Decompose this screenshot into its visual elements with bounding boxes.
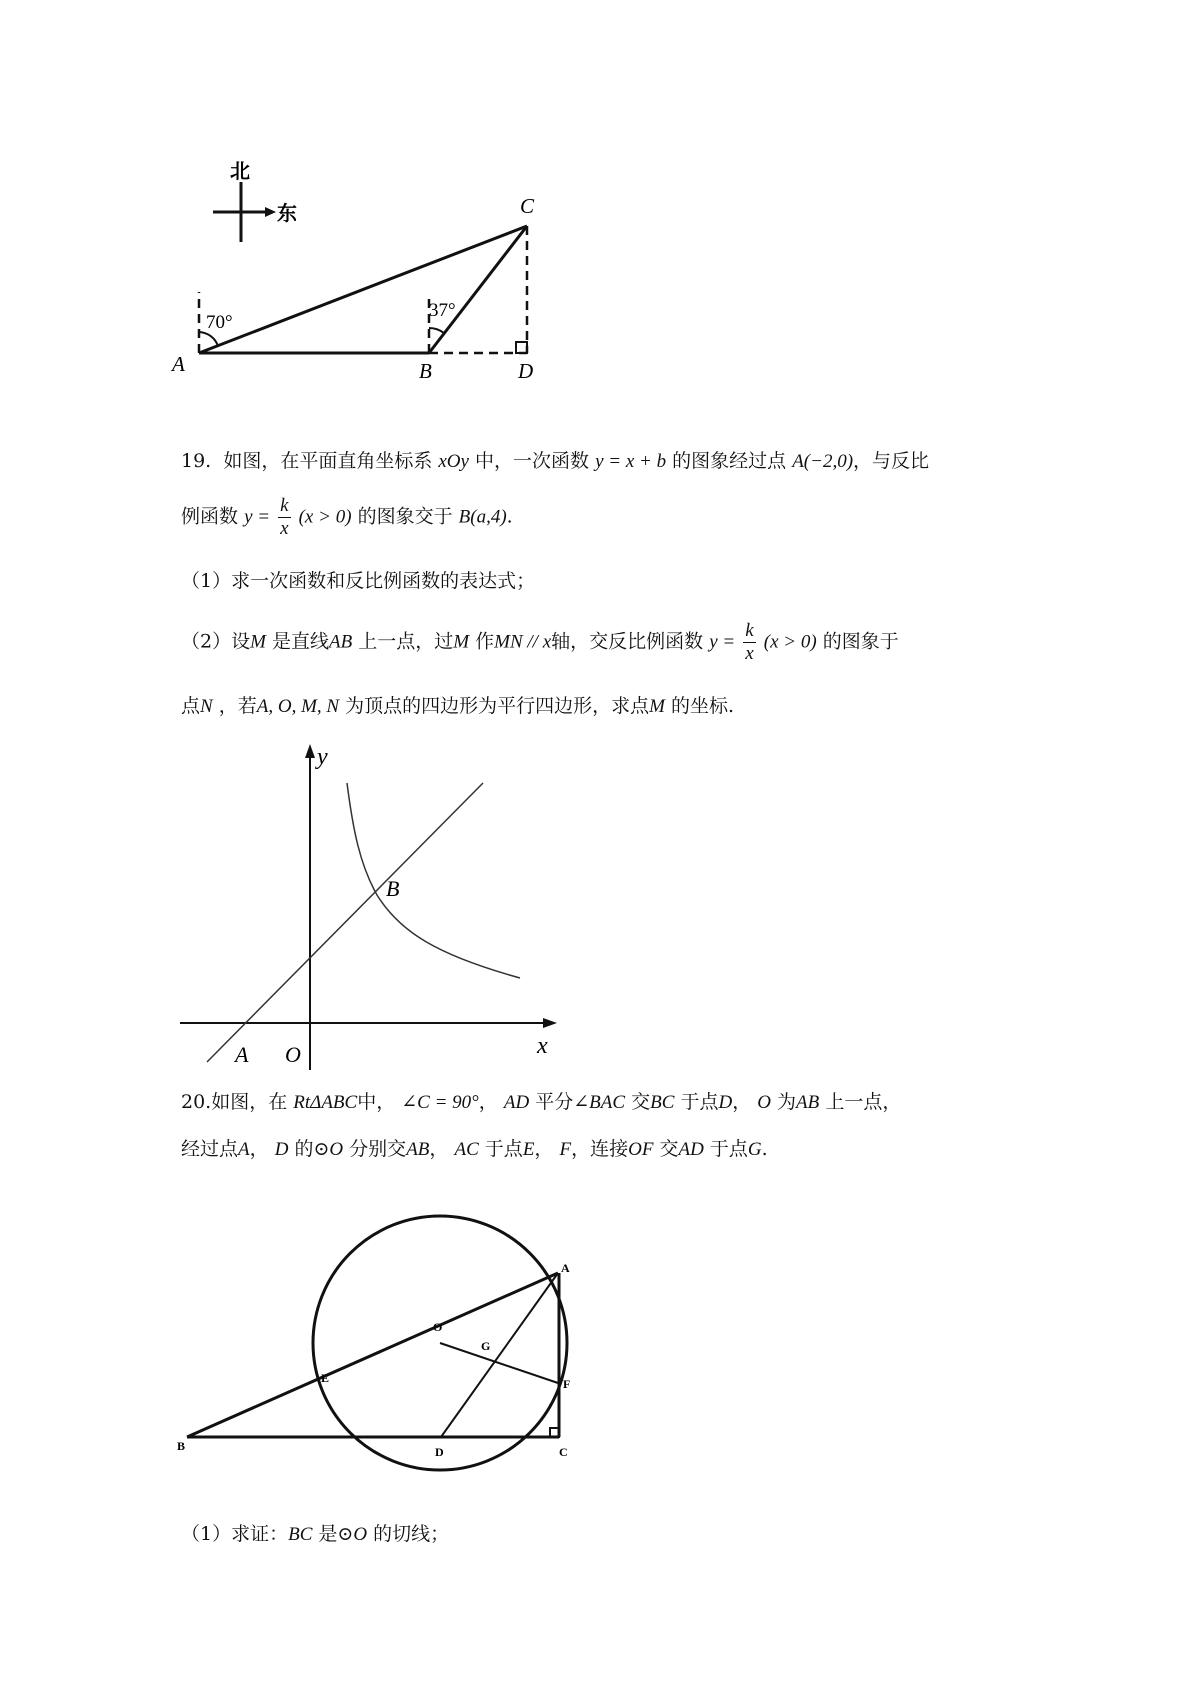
origin-label: O [285, 1042, 301, 1067]
point-b-label: B [177, 1439, 186, 1453]
bearing-diagram [170, 160, 570, 410]
point-c-label: C [520, 194, 535, 218]
point-b-label: B [386, 876, 400, 901]
right-angle-mark [516, 342, 527, 353]
q20-triangle: RtΔABC [293, 1092, 358, 1113]
angle-arc-b [429, 328, 444, 333]
q19-line2: 例函数 y = $\frac{k}{x}$ (x > 0) 的图象交于 B(a,4). [181, 495, 513, 539]
point-g-label: G [481, 1339, 491, 1353]
point-c-label: C [559, 1445, 568, 1459]
q20-number: 20. [181, 1091, 212, 1113]
q19-domain: (x > 0) [298, 506, 352, 528]
y-axis-arrow-icon [305, 744, 315, 758]
point-a-label: A [235, 1042, 249, 1067]
segment-of [440, 1343, 558, 1383]
y-axis-label: y [317, 744, 328, 770]
point-a-label: A [172, 352, 185, 376]
q19-linear-equation: y = x + b [595, 451, 667, 472]
q19-point-a: A(−2,0) [792, 451, 854, 472]
q19-line1: 19. 如图，在平面直角坐标系 xOy 中，一次函数 y = x + b 的图象经过点 A(−2,0)，与反比 [181, 450, 930, 472]
x-axis-label: x [537, 1033, 548, 1059]
angle-a-label: 70° [206, 312, 233, 333]
compass-arrow-icon [265, 207, 276, 217]
point-e-label: E [321, 1371, 330, 1385]
q19-number: 19. [181, 450, 212, 472]
q19-point-b: B(a,4) [458, 506, 507, 528]
circle-tangent-diagram [175, 1180, 595, 1480]
point-o-label: O [433, 1320, 443, 1334]
q20-line1: 20.如图，在 RtΔABC中， ∠C = 90°， AD 平分∠BAC 交BC 于点D， O 为AB 上一点， [181, 1091, 902, 1113]
angle-b-label: 37° [429, 300, 456, 321]
q20-line2: 经过点A， D 的⊙O 分别交AB， AC 于点E， F，连接OF 交AD 于点G. [181, 1138, 768, 1160]
compass-north-label: 北 [230, 161, 250, 183]
angle-arc-a [199, 332, 218, 346]
q19-fraction: $\frac{k}{x}$ [280, 495, 289, 539]
q19-part2-line1: （2）设M 是直线AB 上一点，过M 作MN // x轴，交反比例函数 y = $\frac{k}{x}$ (x > 0) 的图象于 [181, 620, 899, 664]
point-d-label: D [518, 359, 534, 383]
q19-part2-fraction: $\frac{k}{x}$ [745, 620, 754, 664]
coordinate-graph [175, 740, 565, 1080]
inverse-function-curve [347, 783, 520, 978]
point-d-label: D [435, 1445, 444, 1459]
q19-part1: （1）求一次函数和反比例函数的表达式； [181, 570, 536, 592]
point-a-label: A [561, 1261, 570, 1275]
linear-function-line [207, 783, 483, 1062]
q19-coord-system: xOy [438, 451, 469, 472]
x-axis-arrow-icon [543, 1018, 557, 1028]
q19-part2-line2: 点N ，若A, O, M, N 为顶点的四边形为平行四边形，求点M 的坐标. [181, 695, 735, 717]
point-b-label: B [419, 359, 432, 383]
q20-part1: （1）求证：BC 是⊙O 的切线； [181, 1523, 450, 1545]
q20-angle-c: ∠C = 90° [401, 1092, 479, 1113]
compass-east-label: 东 [277, 203, 297, 225]
point-f-label: F [563, 1377, 571, 1391]
segment-ab [187, 1273, 558, 1437]
